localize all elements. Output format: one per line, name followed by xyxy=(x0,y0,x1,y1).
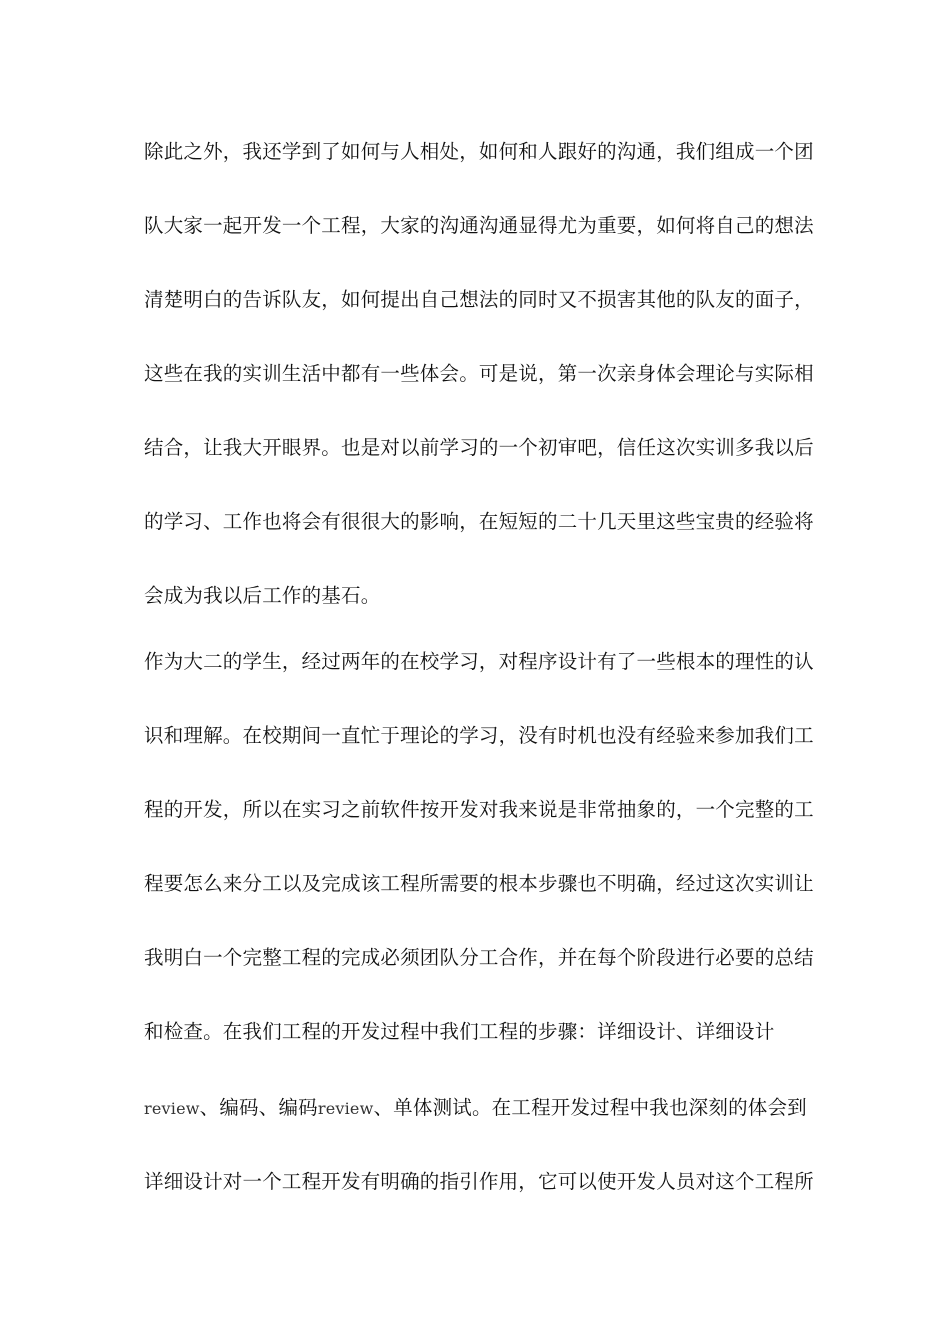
paragraph-2-line-4: 程要怎么来分工以及完成该工程所需要的根本步骤也不明确，经过这次实训让 xyxy=(144,872,814,895)
latin-word-review-1: review xyxy=(144,1099,200,1118)
paragraph-2-line-3: 程的开发，所以在实习之前软件按开发对我来说是非常抽象的，一个完整的工 xyxy=(144,798,814,821)
paragraph-2-line-7 xyxy=(144,1096,824,1121)
paragraph-2-line-2: 识和理解。在校期间一直忙于理论的学习，没有时机也没有经验来参加我们工 xyxy=(144,724,814,747)
text-segment-2: 、单体测试。在工程开发过程中我也深刻的体会到 xyxy=(373,1096,807,1119)
paragraph-1-line-4: 这些在我的实训生活中都有一些体会。可是说，第一次亲身体会理论与实际相 xyxy=(144,362,814,385)
paragraph-1-line-7: 会成为我以后工作的基石。 xyxy=(144,584,381,607)
paragraph-1-line-5: 结合，让我大开眼界。也是对以前学习的一个初审吧，信任这次实训多我以后 xyxy=(144,436,814,459)
latin-word-review-2: review xyxy=(317,1099,374,1118)
text-segment-1: 、编码、编码 xyxy=(199,1096,318,1119)
paragraph-2-line-1: 作为大二的学生，经过两年的在校学习，对程序设计有了一些根本的理性的认 xyxy=(144,650,814,673)
paragraph-2-line-5: 我明白一个完整工程的完成必须团队分工合作，并在每个阶段进行必要的总结 xyxy=(144,946,814,969)
paragraph-1-line-1: 除此之外，我还学到了如何与人相处，如何和人跟好的沟通，我们组成一个团 xyxy=(144,140,814,163)
paragraph-2-line-8: 详细设计对一个工程开发有明确的指引作用，它可以使开发人员对这个工程所 xyxy=(144,1170,814,1193)
paragraph-1-line-6: 的学习、工作也将会有很很大的影响，在短短的二十几天里这些宝贵的经验将 xyxy=(144,510,814,533)
paragraph-2-line-6: 和检查。在我们工程的开发过程中我们工程的步骤：详细设计、详细设计 xyxy=(144,1020,775,1043)
paragraph-1-line-2: 队大家一起开发一个工程，大家的沟通沟通显得尤为重要，如何将自己的想法 xyxy=(144,214,814,237)
paragraph-1-line-3: 清楚明白的告诉队友，如何提出自己想法的同时又不损害其他的队友的面子， xyxy=(144,288,814,311)
